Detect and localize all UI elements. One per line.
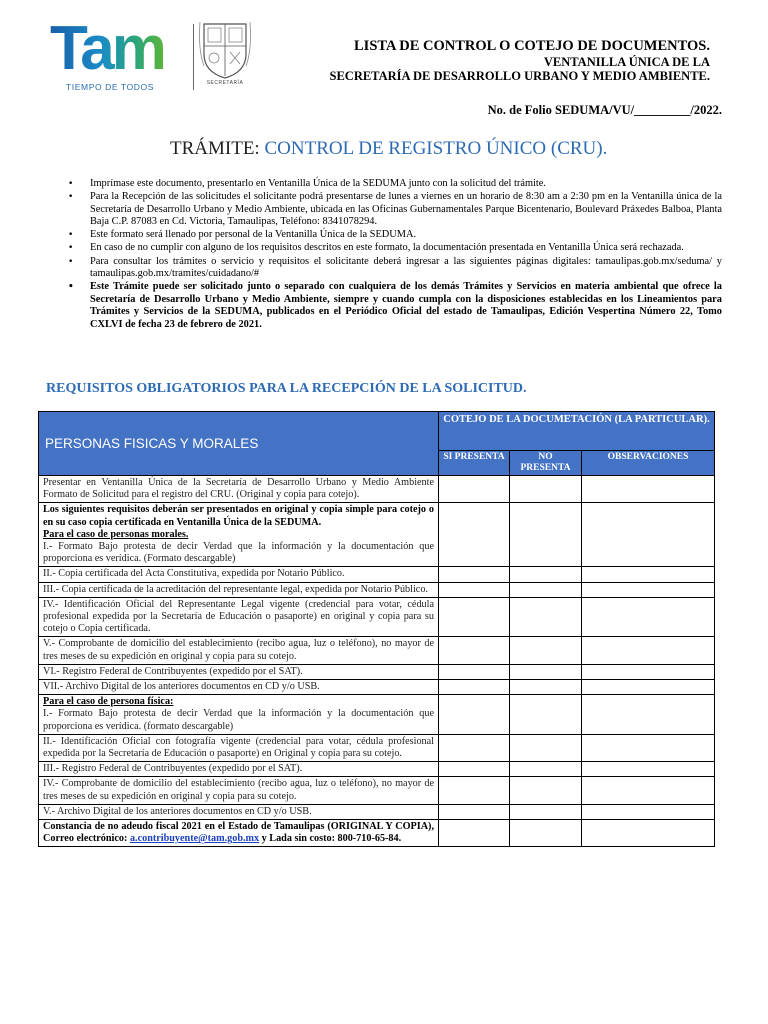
obs-cell[interactable] [582, 695, 715, 735]
seal-caption: SECRETARÍA [206, 80, 244, 86]
col-no-presenta: NO PRESENTA [510, 451, 582, 476]
si-cell[interactable] [439, 503, 510, 567]
si-cell[interactable] [439, 597, 510, 637]
table-row: VII.- Archivo Digital de los anteriores documentos en CD y/o USB. [39, 680, 715, 695]
table-row: VI.- Registro Federal de Contribuyentes (expedido por el SAT). [39, 664, 715, 679]
no-cell[interactable] [510, 734, 582, 761]
obs-cell[interactable] [582, 762, 715, 777]
obs-cell[interactable] [582, 582, 715, 597]
obs-cell[interactable] [582, 680, 715, 695]
doc-subtitle-1: VENTANILLA ÚNICA DE LA [543, 55, 710, 69]
cotejo-header: COTEJO DE LA DOCUMETACIÓN (LA PARTICULAR). [439, 412, 715, 451]
si-cell[interactable] [439, 567, 510, 582]
si-cell[interactable] [439, 637, 510, 664]
si-cell[interactable] [439, 582, 510, 597]
no-cell[interactable] [510, 804, 582, 819]
no-cell[interactable] [510, 567, 582, 582]
table-row: II.- Identificación Oficial con fotografía vigente (credencial para votar, cédula profesional expedida por la Secretaría de Educación o pasaporte) en Original y copia para su cotejo. [39, 734, 715, 761]
no-cell[interactable] [510, 582, 582, 597]
table-row: Para el caso de persona física: I.- Formato Bajo protesta de decir Verdad que la información y la documentación que proporciona es verídica. (formato descargable) [39, 695, 715, 735]
instruction-item: • Este Trámite puede ser solicitado junto o separado con cualquiera de los demás Trámites y Servicios en materia ambiental que ofrece la Secretaría de Desarrollo Urbano y Medio Ambiente, siempre y cuando cumpla con la disposiciones establecidas en los Lineamientos para Trámites y Servicios de la SEDUMA, publicados en el Periódico Oficial del estado de Tamaulipas, Edición Vespertina Número 22, Tomo CXLVI de fecha 23 de febrero de 2021. [68, 281, 722, 331]
no-cell[interactable] [510, 777, 582, 804]
obs-cell[interactable] [582, 820, 715, 847]
folio-number: No. de Folio SEDUMA/VU/_________/2022. [487, 103, 722, 117]
si-cell[interactable] [439, 476, 510, 503]
table-row: Presentar en Ventanilla Única de la Secretaría de Desarrollo Urbano y Medio Ambiente Formato de Solicitud para el registro del CRU. (Original y copia para cotejo). [39, 476, 715, 503]
col-observaciones: OBSERVACIONES [582, 451, 715, 476]
doc-subtitle-2: SECRETARÍA DE DESARROLLO URBANO Y MEDIO AMBIENTE. [329, 69, 710, 83]
table-row: IV.- Comprobante de domicilio del establecimiento (recibo agua, luz o teléfono), no mayor de tres meses de su expedición en original y copia para su cotejo. [39, 777, 715, 804]
doc-title: LISTA DE CONTROL O COTEJO DE DOCUMENTOS. [354, 38, 710, 54]
si-cell[interactable] [439, 762, 510, 777]
obs-cell[interactable] [582, 567, 715, 582]
instruction-item: • Para la Recepción de las solicitudes el solicitante podrá presentarse de lunes a viernes en un horario de 8:30 am a 2:30 pm en la Ventanilla única de la Secretaría de Desarrollo Urbano y Medio Ambiente, ubicada en las Oficinas Gubernamentales Parque Bicentenario, Boulevard Práxedes Balboa, Planta Baja C.P. 87083 en Cd. Victoria, Tamaulipas, Teléfono: 8341078294. [68, 191, 722, 228]
instructions-list [68, 178, 722, 332]
bullet-icon: • [68, 256, 74, 267]
no-cell[interactable] [510, 664, 582, 679]
table-row: II.- Copia certificada del Acta Constitutiva, expedida por Notario Público. [39, 567, 715, 582]
tramite-label: TRÁMITE: [170, 138, 260, 159]
no-cell[interactable] [510, 637, 582, 664]
table-row: III.- Copia certificada de la acreditación del representante legal, expedida por Notario Público. [39, 582, 715, 597]
table-row: Constancia de no adeudo fiscal 2021 en el Estado de Tamaulipas (ORIGINAL Y COPIA), Correo electrónico: a.contribuyente@tam.gob.mx y Lada sin costo: 800-710-65-84. [39, 820, 715, 847]
table-row: IV.- Identificación Oficial del Representante Legal vigente (credencial para votar, cédula profesional expedida por la Secretaría de Educación o pasaporte) en original y copia para su cotejo o Copia certificada. [39, 597, 715, 637]
tam-logo [50, 14, 190, 92]
table-header-row [39, 412, 715, 451]
no-cell[interactable] [510, 762, 582, 777]
instruction-item: • En caso de no cumplir con alguno de los requisitos descritos en este formato, la documentación presentada en Ventanilla Única será rechazada. [68, 242, 684, 254]
no-cell[interactable] [510, 695, 582, 735]
bullet-icon: • [68, 179, 74, 189]
table-row: V.- Archivo Digital de los anteriores documentos en CD y/o USB. [39, 804, 715, 819]
si-cell[interactable] [439, 734, 510, 761]
obs-cell[interactable] [582, 777, 715, 804]
table-row: V.- Comprobante de domicilio del establecimiento (recibo agua, luz o teléfono), no mayor de tres meses de su expedición en original y copia para su cotejo. [39, 637, 715, 664]
no-cell[interactable] [510, 820, 582, 847]
obs-cell[interactable] [582, 597, 715, 637]
logo-text: Tam [50, 14, 164, 83]
no-cell[interactable] [510, 476, 582, 503]
si-cell[interactable] [439, 664, 510, 679]
table-row: III.- Registro Federal de Contribuyentes (expedido por el SAT). [39, 762, 715, 777]
obs-cell[interactable] [582, 804, 715, 819]
instruction-item: • Este formato será llenado por personal de la Ventanilla Única de la SEDUMA. [68, 229, 417, 241]
obs-cell[interactable] [582, 664, 715, 679]
requirements-title: REQUISITOS OBLIGATORIOS PARA LA RECEPCIÓN DE LA SOLICITUD. [46, 381, 527, 396]
instruction-item: • Para consultar los trámites o servicio y requisitos el solicitante deberá ingresar a las siguientes páginas digitales: tamaulipas.gob.mx/seduma/ y tamaulipas.gob.mx/tramites/cuidadano/# [68, 255, 722, 280]
bullet-icon: • [68, 192, 74, 203]
tramite-heading [170, 138, 607, 160]
obs-cell[interactable] [582, 734, 715, 761]
state-seal-icon [198, 20, 252, 92]
obs-cell[interactable] [582, 637, 715, 664]
instruction-item: • Imprímase este documento, presentarlo en Ventanilla Única de la SEDUMA junto con la solicitud del trámite. [68, 178, 547, 189]
bullet-icon: • [68, 282, 74, 293]
email-link[interactable]: a.contribuyente@tam.gob.mx [129, 833, 260, 845]
no-cell[interactable] [510, 680, 582, 695]
logo-divider [193, 24, 194, 90]
no-cell[interactable] [510, 503, 582, 567]
tramite-value: CONTROL DE REGISTRO ÚNICO (CRU). [264, 138, 608, 159]
no-cell[interactable] [510, 597, 582, 637]
si-cell[interactable] [439, 680, 510, 695]
requirements-table [38, 411, 715, 847]
si-cell[interactable] [439, 804, 510, 819]
obs-cell[interactable] [582, 476, 715, 503]
si-cell[interactable] [439, 820, 510, 847]
obs-cell[interactable] [582, 503, 715, 567]
bullet-icon: • [68, 230, 74, 241]
col-si-presenta: SI PRESENTA [439, 451, 510, 476]
si-cell[interactable] [439, 695, 510, 735]
si-cell[interactable] [439, 777, 510, 804]
table-row: Los siguientes requisitos deberán ser presentados en original y copia simple para cotejo o en su caso copia certificada en Ventanilla Única de la SEDUMA. Para el caso de personas morales. I.- Formato Bajo protesta de decir Verdad que la información y la documentación que proporciona es verídica. (Formato descargable) [39, 503, 715, 567]
main-column-header: PERSONAS FISICAS Y MORALES [39, 412, 439, 476]
bullet-icon: • [68, 243, 74, 254]
logo-tagline: TIEMPO DE TODOS [66, 82, 155, 92]
